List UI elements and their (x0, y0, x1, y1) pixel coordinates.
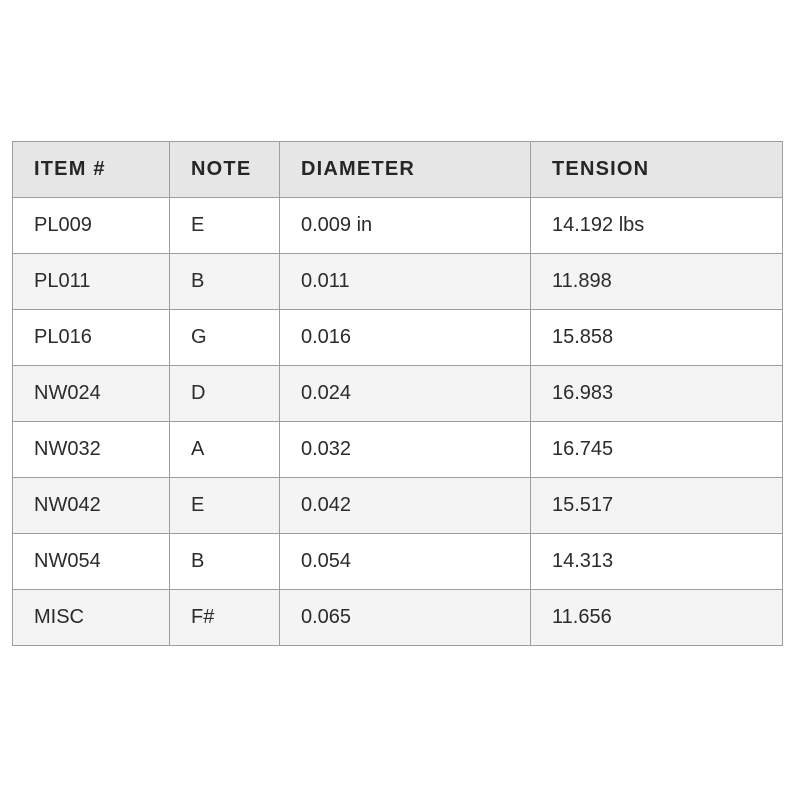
cell-diameter: 0.032 (280, 422, 531, 478)
cell-tension: 14.313 (531, 534, 783, 590)
cell-diameter: 0.024 (280, 366, 531, 422)
table-header-row (13, 142, 783, 198)
table-row (13, 534, 783, 590)
cell-tension: 15.517 (531, 478, 783, 534)
cell-note: D (170, 366, 280, 422)
header-item-number: ITEM # (13, 142, 170, 198)
table-row (13, 366, 783, 422)
cell-tension: 14.192 lbs (531, 198, 783, 254)
cell-note: B (170, 534, 280, 590)
table-row (13, 310, 783, 366)
cell-diameter: 0.054 (280, 534, 531, 590)
cell-tension: 15.858 (531, 310, 783, 366)
cell-diameter: 0.016 (280, 310, 531, 366)
header-note: NOTE (170, 142, 280, 198)
cell-item: PL009 (13, 198, 170, 254)
table-row (13, 198, 783, 254)
cell-item: MISC (13, 590, 170, 646)
cell-note: E (170, 478, 280, 534)
table-row (13, 422, 783, 478)
cell-diameter: 0.065 (280, 590, 531, 646)
cell-item: NW042 (13, 478, 170, 534)
cell-item: NW024 (13, 366, 170, 422)
cell-note: B (170, 254, 280, 310)
cell-diameter: 0.011 (280, 254, 531, 310)
table-row (13, 254, 783, 310)
cell-item: NW032 (13, 422, 170, 478)
header-diameter: DIAMETER (280, 142, 531, 198)
string-spec-table (12, 141, 783, 646)
table-row (13, 590, 783, 646)
cell-tension: 11.898 (531, 254, 783, 310)
cell-tension: 11.656 (531, 590, 783, 646)
cell-note: A (170, 422, 280, 478)
cell-diameter: 0.009 in (280, 198, 531, 254)
cell-note: F# (170, 590, 280, 646)
cell-item: PL011 (13, 254, 170, 310)
header-tension: TENSION (531, 142, 783, 198)
cell-tension: 16.983 (531, 366, 783, 422)
cell-note: E (170, 198, 280, 254)
cell-item: NW054 (13, 534, 170, 590)
table-row (13, 478, 783, 534)
cell-item: PL016 (13, 310, 170, 366)
cell-diameter: 0.042 (280, 478, 531, 534)
cell-note: G (170, 310, 280, 366)
cell-tension: 16.745 (531, 422, 783, 478)
